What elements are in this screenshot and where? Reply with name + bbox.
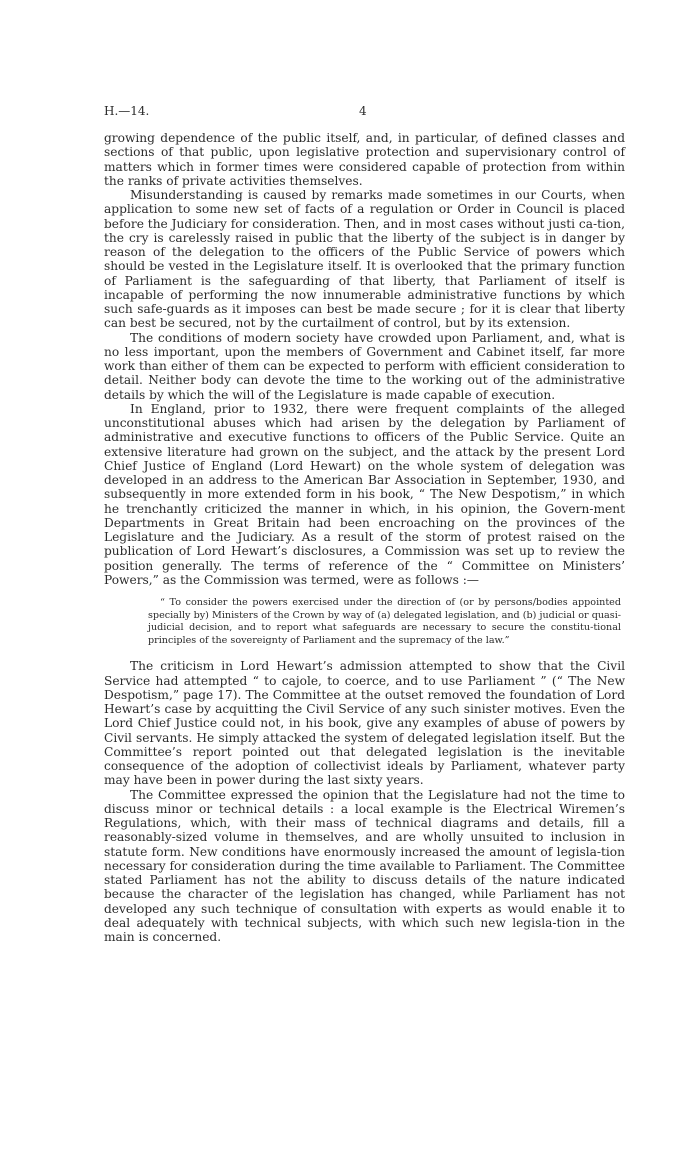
page-header — [104, 104, 625, 124]
document-code: H.—14. — [104, 104, 150, 118]
paragraph-2: Misunderstanding is caused by remarks made sometimes in our Courts, when application to some new set of facts of a regulation or Order in Council is placed before the Judiciary for consideration. Then, and in most cases without justi ca-tion, the cry is carelessly raised in public that the liberty of the subject is in danger by reason of the delegation to the officers of the Public Service of powers which should be vested in the Legislature itself. It is overlooked that the primary function of Parliament is the safeguarding of that liberty, that Parliament of itself is incapable of performing the now innumerable administrative functions by which such safe-guards as it imposes can best be made secure ; for it is clear that liberty can best be secured, not by the curtailment of control, but by its extension. — [104, 188, 625, 331]
paragraph-4: In England, prior to 1932, there were frequent complaints of the alleged unconstitutional abuses which had arisen by the delegation by Parliament of administrative and executive functions to officers of the Public Service. Quite an extensive literature had grown on the subject, and the attack by the present Lord Chief Justice of England (Lord Hewart) on the whole system of delegation was developed in an address to the American Bar Association in September, 1930, and subsequently in more extended form in his book, “ The New Despotism,” in which he trenchantly criticized the manner in which, in his opinion, the Govern-ment Departments in Great Britain had been encroaching on the provinces of the Legislature and the Judiciary. As a result of the storm of protest raised on the publication of Lord Hewart’s disclosures, a Commission was set up to review the position generally. The terms of reference of the “ Committee on Ministers’ Powers,” as the Commission was termed, were as follows :— — [104, 401, 625, 587]
body-text — [104, 131, 625, 944]
quote-text: “ To consider the powers exercised under the direction of (or by persons/bodies appointed specially by) Ministers of the Crown by way of (a) delegated legislation, and (b) judicial or quasi-judicial decision, and to report what safeguards are necessary to secure the constitu-tional principles of the sovereignty of Parliament and the supremacy of the law.” — [148, 597, 621, 646]
page-number: 4 — [359, 104, 367, 118]
paragraph-5: The criticism in Lord Hewart’s admission attempted to show that the Civil Service had attempted “ to cajole, to coerce, and to use Parliament ” (“ The New Despotism,” page 17). The Committee at the outset removed the foundation of Lord Hewart’s case by acquitting the Civil Service of any such sinister motives. Even the Lord Chief Justice could not, in his book, give any examples of abuse of powers by Civil servants. He simply attacked the system of delegated legislation itself. But the Committee’s report pointed out that delegated legislation is the inevitable consequence of the adoption of collectivist ideals by Parliament, whatever party may have been in power during the last sixty years. — [104, 659, 625, 788]
block-quote — [104, 597, 625, 647]
paragraph-3: The conditions of modern society have crowded upon Parliament, and, what is no less important, upon the members of Government and Cabinet itself, far more work than either of them can be expected to perform with efficient consideration to detail. Neither body can devote the time to the working out of the administrative details by which the will of the Legislature is made capable of execution. — [104, 330, 625, 402]
paragraph-1: growing dependence of the public itself, and, in particular, of defined classes and sections of that public, upon legislative protection and supervisionary control of matters which in former times were considered capable of protection from within the ranks of private activities themselves. — [104, 131, 625, 188]
paragraph-6: The Committee expressed the opinion that the Legislature had not the time to discuss minor or technical details : a local example is the Electrical Wiremen’s Regulations, which, with their mass of technical diagrams and details, fill a reasonably-sized volume in themselves, and are wholly unsuited to inclusion in statute form. New conditions have enormously increased the amount of legisla-tion necessary for consideration during the time available to Parliament. The Committee stated Parliament has not the ability to discuss details of the nature indicated because the character of the legislation has changed, while Parliament has not developed any such technique of consultation with experts as would enable it to deal adequately with technical subjects, with which such new legisla-tion in the main is concerned. — [104, 787, 625, 945]
